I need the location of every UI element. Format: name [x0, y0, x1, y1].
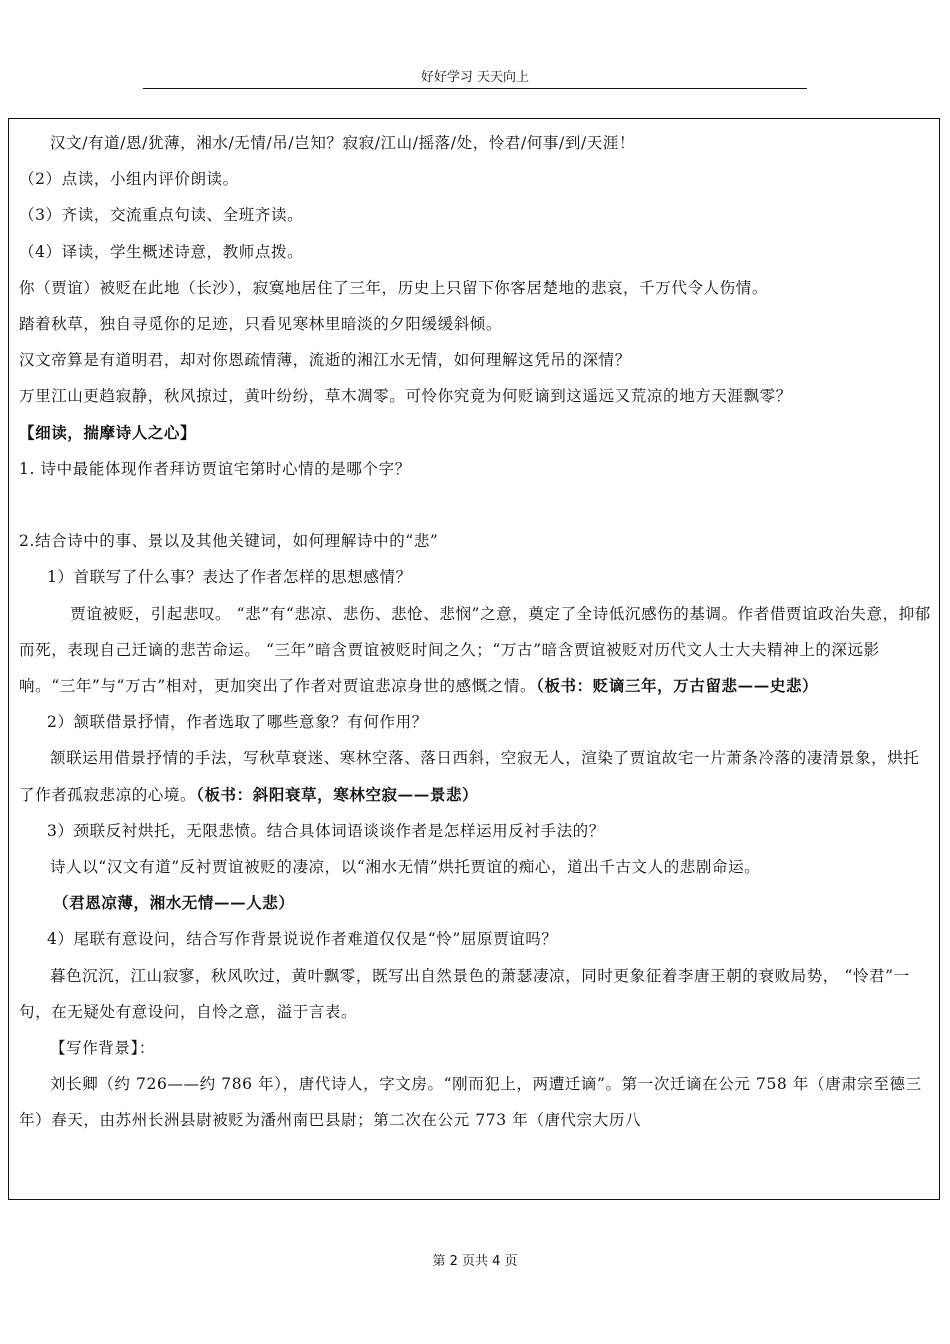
answer-4: 暮色沉沉，江山寂寥，秋风吹过，黄叶飘零，既写出自然景色的萧瑟凄凉，同时更象征着李唐王朝的衰败局势， “怜君”一句，在无疑处有意设问，自怜之意，溢于言表。 [19, 966, 910, 1021]
translation-line-4: 万里江山更趋寂静，秋风掠过，黄叶纷纷，草木凋零。可怜你究竟为何贬谪到这遥远又荒凉的地方天涯飘零？ [19, 387, 792, 406]
question-2: 2.结合诗中的事、景以及其他关键词，如何理解诗中的“悲” [19, 532, 439, 551]
step-group-reading: （3）齐读，交流重点句读、全班齐读。 [19, 206, 304, 225]
translation-line-1: 你（贾谊）被贬在此地（长沙），寂寞地居住了三年，历史上只留下你客居楚地的悲哀，千万代令人伤情。 [19, 278, 768, 297]
blackboard-note-2: （板书：斜阳衰草，寒林空寂——景悲） [196, 784, 479, 804]
blackboard-note-1: （板书：贬谪三年，万古留悲——史悲） [536, 676, 819, 696]
page-header: 好好学习 天天向上 [420, 70, 530, 85]
background-text: 刘长卿（约 726——约 786 年），唐代诗人，字文房。“刚而犯上，两遭迁谪”。第一次迁谪在公元 758 年（唐肃宗至德三年）春天，由苏州长洲县尉被贬为潘州南巴县尉；第二次在公元 773 年（唐代宗大历八 [19, 1075, 922, 1130]
translation-line-2: 踏着秋草，独自寻觅你的足迹，只看见寒林里暗淡的夕阳缓缓斜倾。 [19, 315, 503, 334]
header-rule [143, 88, 807, 89]
content-box [8, 118, 940, 1200]
sub-question-3: 3）颈联反衬烘托，无限悲愤。结合具体词语谈谈作者是怎样运用反衬手法的？ [47, 821, 605, 840]
content-body [19, 125, 931, 1139]
translation-line-3: 汉文帝算是有道明君，却对你恩疏情薄，流逝的湘江水无情，如何理解这凭吊的深情？ [19, 351, 631, 370]
sub-question-1: 1）首联写了什么事？表达了作者怎样的思想感情？ [47, 568, 412, 587]
poem-rhythm-line: 汉文/有道/恩/犹薄，湘水/无情/吊/岂知？寂寂/江山/摇落/处，怜君/何事/到/天涯！ [50, 134, 636, 152]
section-heading-close-reading: 【细读，揣摩诗人之心】 [19, 422, 197, 442]
answer-1 [19, 596, 931, 705]
sub-question-2: 2）颔联借景抒情，作者选取了哪些意象？有何作用？ [47, 713, 428, 732]
step-translation: （4）译读，学生概述诗意，教师点拨。 [19, 242, 304, 261]
section-heading-background: 【写作背景】： [50, 1039, 155, 1058]
answer-2-text: 颔联运用借景抒情的手法，写秋草衰迷、寒林空落、落日西斜，空寂无人，渲染了贾谊故宅一片萧条冷落的凄清景象，烘托了作者孤寂悲凉的心境。 [19, 749, 920, 804]
answer-1-text: 贾谊被贬，引起悲叹。 “悲”有“悲凉、悲伤、悲怆、悲悯”之意，奠定了全诗低沉感伤的基调。作者借贾谊政治失意，抑郁而死，表现自己迁谪的悲苦命运。 “三年”暗含贾谊被贬时间之久；“万古”暗含贾谊被贬对历代文人士大夫精神上的深远影响。“三年”与“万古”相对，更加突出了作者对贾谊悲凉身世的感慨之情。 [19, 604, 931, 696]
answer-3: 诗人以“汉文有道”反衬贾谊被贬的凄凉，以“湘水无情”烘托贾谊的痴心，道出千古文人的悲剧命运。 [50, 858, 761, 877]
page-footer: 第 2 页共 4 页 [432, 1254, 518, 1269]
answer-2 [19, 740, 931, 812]
answer-blank [19, 487, 931, 523]
step-point-reading: （2）点读，小组内评价朗读。 [19, 170, 239, 189]
question-1: 1. 诗中最能体现作者拜访贾谊宅第时心情的是哪个字？ [19, 459, 411, 478]
blackboard-note-3: （君恩凉薄，湘水无情——人悲） [53, 893, 295, 913]
sub-question-4: 4）尾联有意设问，结合写作背景说说作者难道仅仅是“怜”屈原贾谊吗？ [47, 930, 558, 949]
